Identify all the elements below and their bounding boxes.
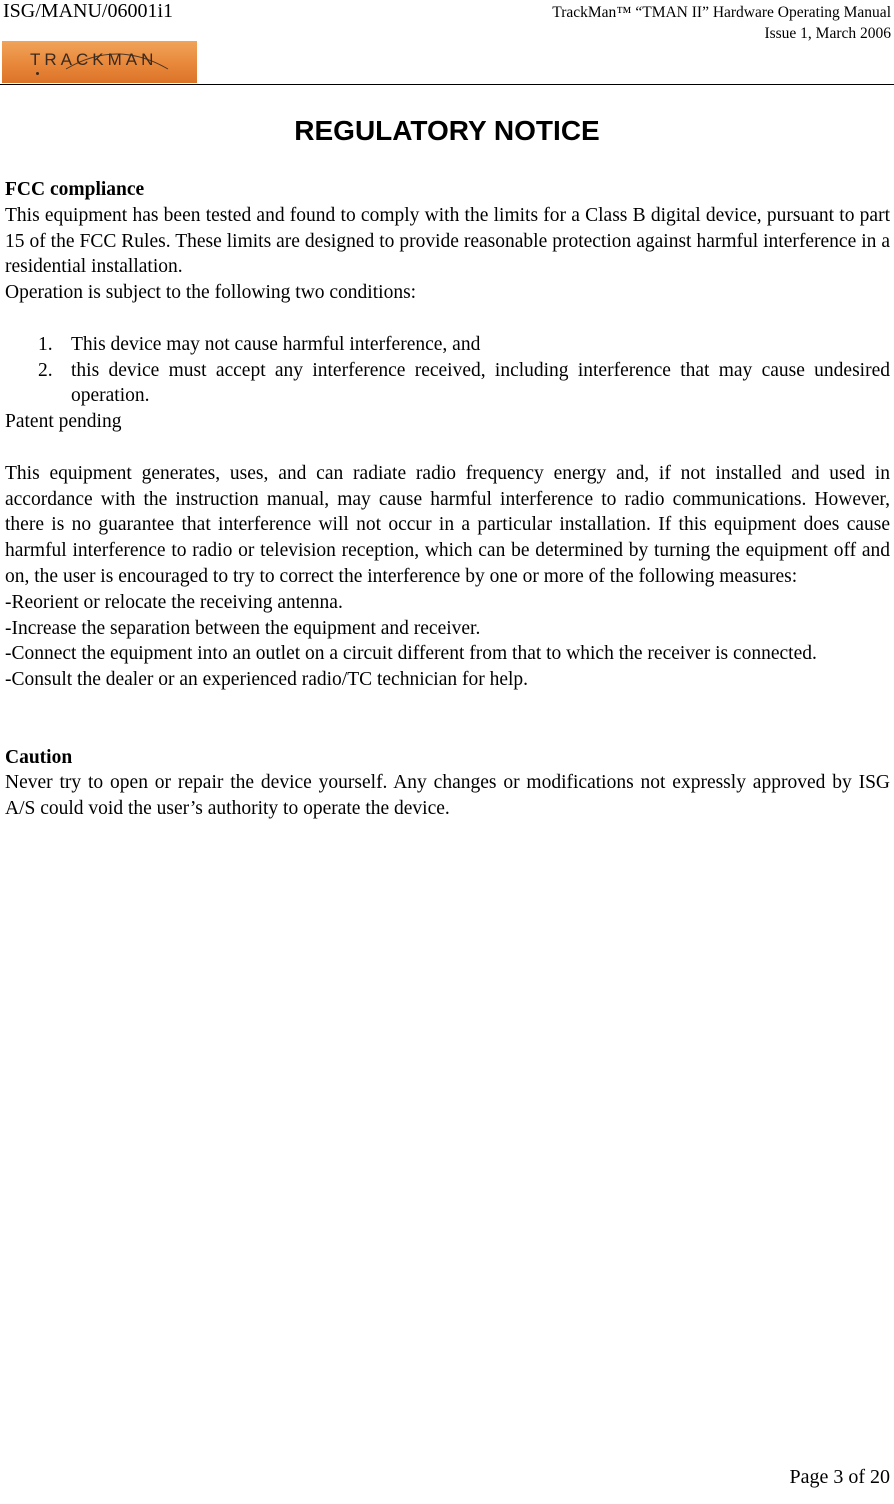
notice-body: [5, 177, 890, 822]
logo-text: TRACKMAN: [30, 50, 158, 69]
caution-heading: Caution: [5, 746, 73, 768]
conditions-list: [5, 332, 890, 409]
manual-title: TrackMan™ “TMAN II” Hardware Operating Manual: [552, 4, 891, 21]
issue-date: Issue 1, March 2006: [764, 25, 891, 42]
measure-item: -Connect the equipment into an outlet on a circuit different from that to which the receiver is connected.: [5, 643, 817, 665]
page-number: Page 3 of 20: [789, 1466, 890, 1488]
document-id: ISG/MANU/06001i1: [3, 0, 174, 22]
fcc-heading: FCC compliance: [5, 179, 145, 200]
measure-item: -Reorient or relocate the receiving antenna.: [5, 591, 343, 613]
list-number: 1.: [38, 333, 53, 355]
header-info: [552, 2, 891, 44]
list-item: [5, 332, 890, 358]
caution-text: Never try to open or repair the device yourself. Any changes or modifications not expressly approved by ISG A/S could void the user’s authority to operate the device.: [5, 772, 890, 820]
fcc-intro: This equipment has been tested and found to comply with the limits for a Class B digital device, pursuant to part 15 of the FCC Rules. These limits are designed to provide reasonable protection against harmful interference in a residential installation.: [5, 204, 890, 278]
measure-item: -Consult the dealer or an experienced radio/TC technician for help.: [5, 669, 529, 691]
list-text: This device may not cause harmful interference, and: [71, 333, 481, 355]
page-title: REGULATORY NOTICE: [294, 115, 600, 146]
interference-paragraph: This equipment generates, uses, and can radiate radio frequency energy and, if not installed and used in accordance with the instruction manual, may cause harmful interference to radio communications. However, there is no guarantee that interference will not occur in a particular installation. If this equipment does cause harmful interference to radio or television reception, which can be determined by turning the equipment off and on, the user is encouraged to try to correct the interference by one or more of the following measures:: [5, 462, 890, 587]
list-text: this device must accept any interference received, including interference that may cause undesired operation.: [71, 359, 890, 407]
header-divider: [0, 84, 894, 85]
conditions-lead: Operation is subject to the following two conditions:: [5, 282, 417, 304]
trackman-logo: [2, 41, 197, 83]
list-item: [5, 358, 890, 410]
list-number: 2.: [38, 359, 53, 381]
measure-item: -Increase the separation between the equipment and receiver.: [5, 617, 481, 639]
logo-dot-icon: [36, 72, 39, 75]
patent-note: Patent pending: [5, 411, 122, 433]
